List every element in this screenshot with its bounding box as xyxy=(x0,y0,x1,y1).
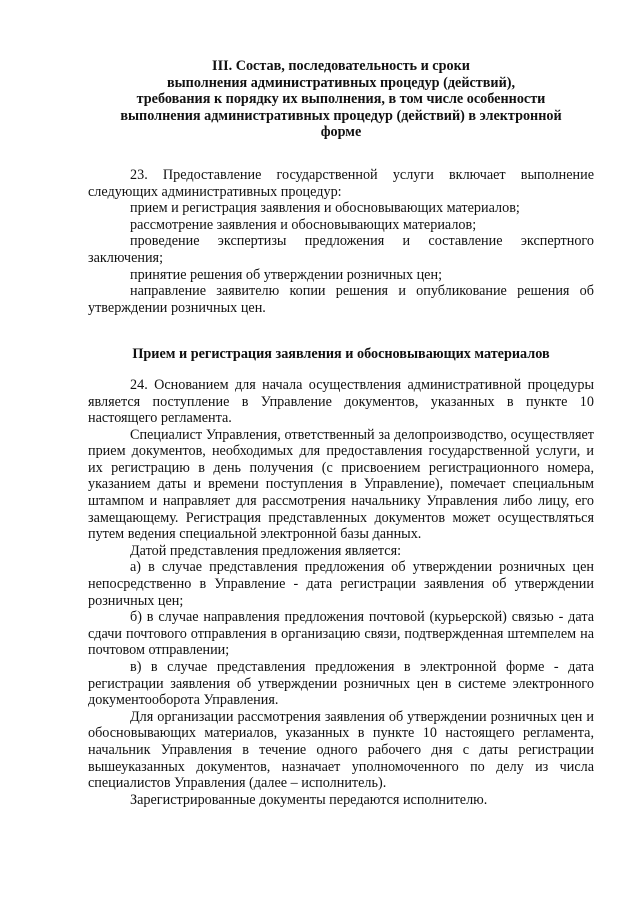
clause-24-paragraph: Датой представления предложения является: xyxy=(130,542,402,559)
spacer xyxy=(88,141,594,167)
section-heading-line: форме xyxy=(320,124,362,141)
clause-24-paragraph: Зарегистрированные документы передаются исполнителю. xyxy=(130,791,488,808)
procedure-list-item: принятие решения об утверждении розничных цен; xyxy=(130,266,443,283)
procedure-list-item: направление заявителю копии решения и опубликование решения об утверждении розничных цен. xyxy=(88,283,594,316)
section-heading-line: III. Состав, последовательность и сроки xyxy=(212,58,470,74)
spacer xyxy=(88,316,594,346)
section-heading-line: выполнения административных процедур (действий), xyxy=(166,74,516,91)
clause-24-paragraph: в) в случае представления предложения в электронной форме - дата регистрации заявления об утверждении розничных цен в системе электронного документооборота Управления. xyxy=(88,659,594,709)
subsection-heading: Прием и регистрация заявления и обосновывающих материалов xyxy=(132,346,550,363)
spacer xyxy=(88,363,594,377)
section-heading xyxy=(88,58,594,141)
clause-23-intro: 23. Предоставление государственной услуги включает выполнение следующих административных процедур: xyxy=(88,166,594,200)
section-heading-line: выполнения административных процедур (действий) в электронной xyxy=(120,107,562,124)
section-heading-line: требования к порядку их выполнения, в том числе особенности xyxy=(136,91,546,108)
clause-24-paragraph: 24. Основанием для начала осуществления административной процедуры является поступление в Управление документов, указанных в пункте 10 настоящего регламента. xyxy=(88,376,594,427)
procedure-list-item: проведение экспертизы предложения и составление экспертного заключения; xyxy=(88,233,594,266)
clause-24-paragraph: Специалист Управления, ответственный за делопроизводство, осуществляет прием документов, необходимых для предоставления государственной услуги, и их регистрацию в день получения (с присвоением регистрационного номера, указанием даты и времени поступления в Управление), помечает специальным штампом и направляет для рассмотрения начальнику Управления либо лицу, его замещающему. Регистрация представленных документов может осуществляться путем ведения специальной электронной базы данных. xyxy=(88,426,594,543)
clause-24-paragraph: а) в случае представления предложения об утверждении розничных цен непосредственно в Управление - дата регистрации заявления об утверждении розничных цен; xyxy=(88,559,594,609)
clause-24-paragraph: б) в случае направления предложения почтовой (курьерской) связью - дата сдачи почтового отправления в организацию связи, подтвержденная штемпелем на почтовом отправлении; xyxy=(88,609,594,659)
clause-24-paragraph: Для организации рассмотрения заявления об утверждении розничных цен и обосновывающих материалов, указанных в пункте 10 настоящего регламента, начальник Управления в течение одного рабочего дня с даты регистрации вышеуказанных документов, назначает уполномоченного по делу из числа специалистов Управления (далее – исполнитель). xyxy=(88,708,594,792)
procedure-list-item: прием и регистрация заявления и обосновывающих материалов; xyxy=(130,200,520,217)
procedure-list-item: рассмотрение заявления и обосновывающих материалов; xyxy=(130,216,477,233)
document-page xyxy=(88,58,594,808)
